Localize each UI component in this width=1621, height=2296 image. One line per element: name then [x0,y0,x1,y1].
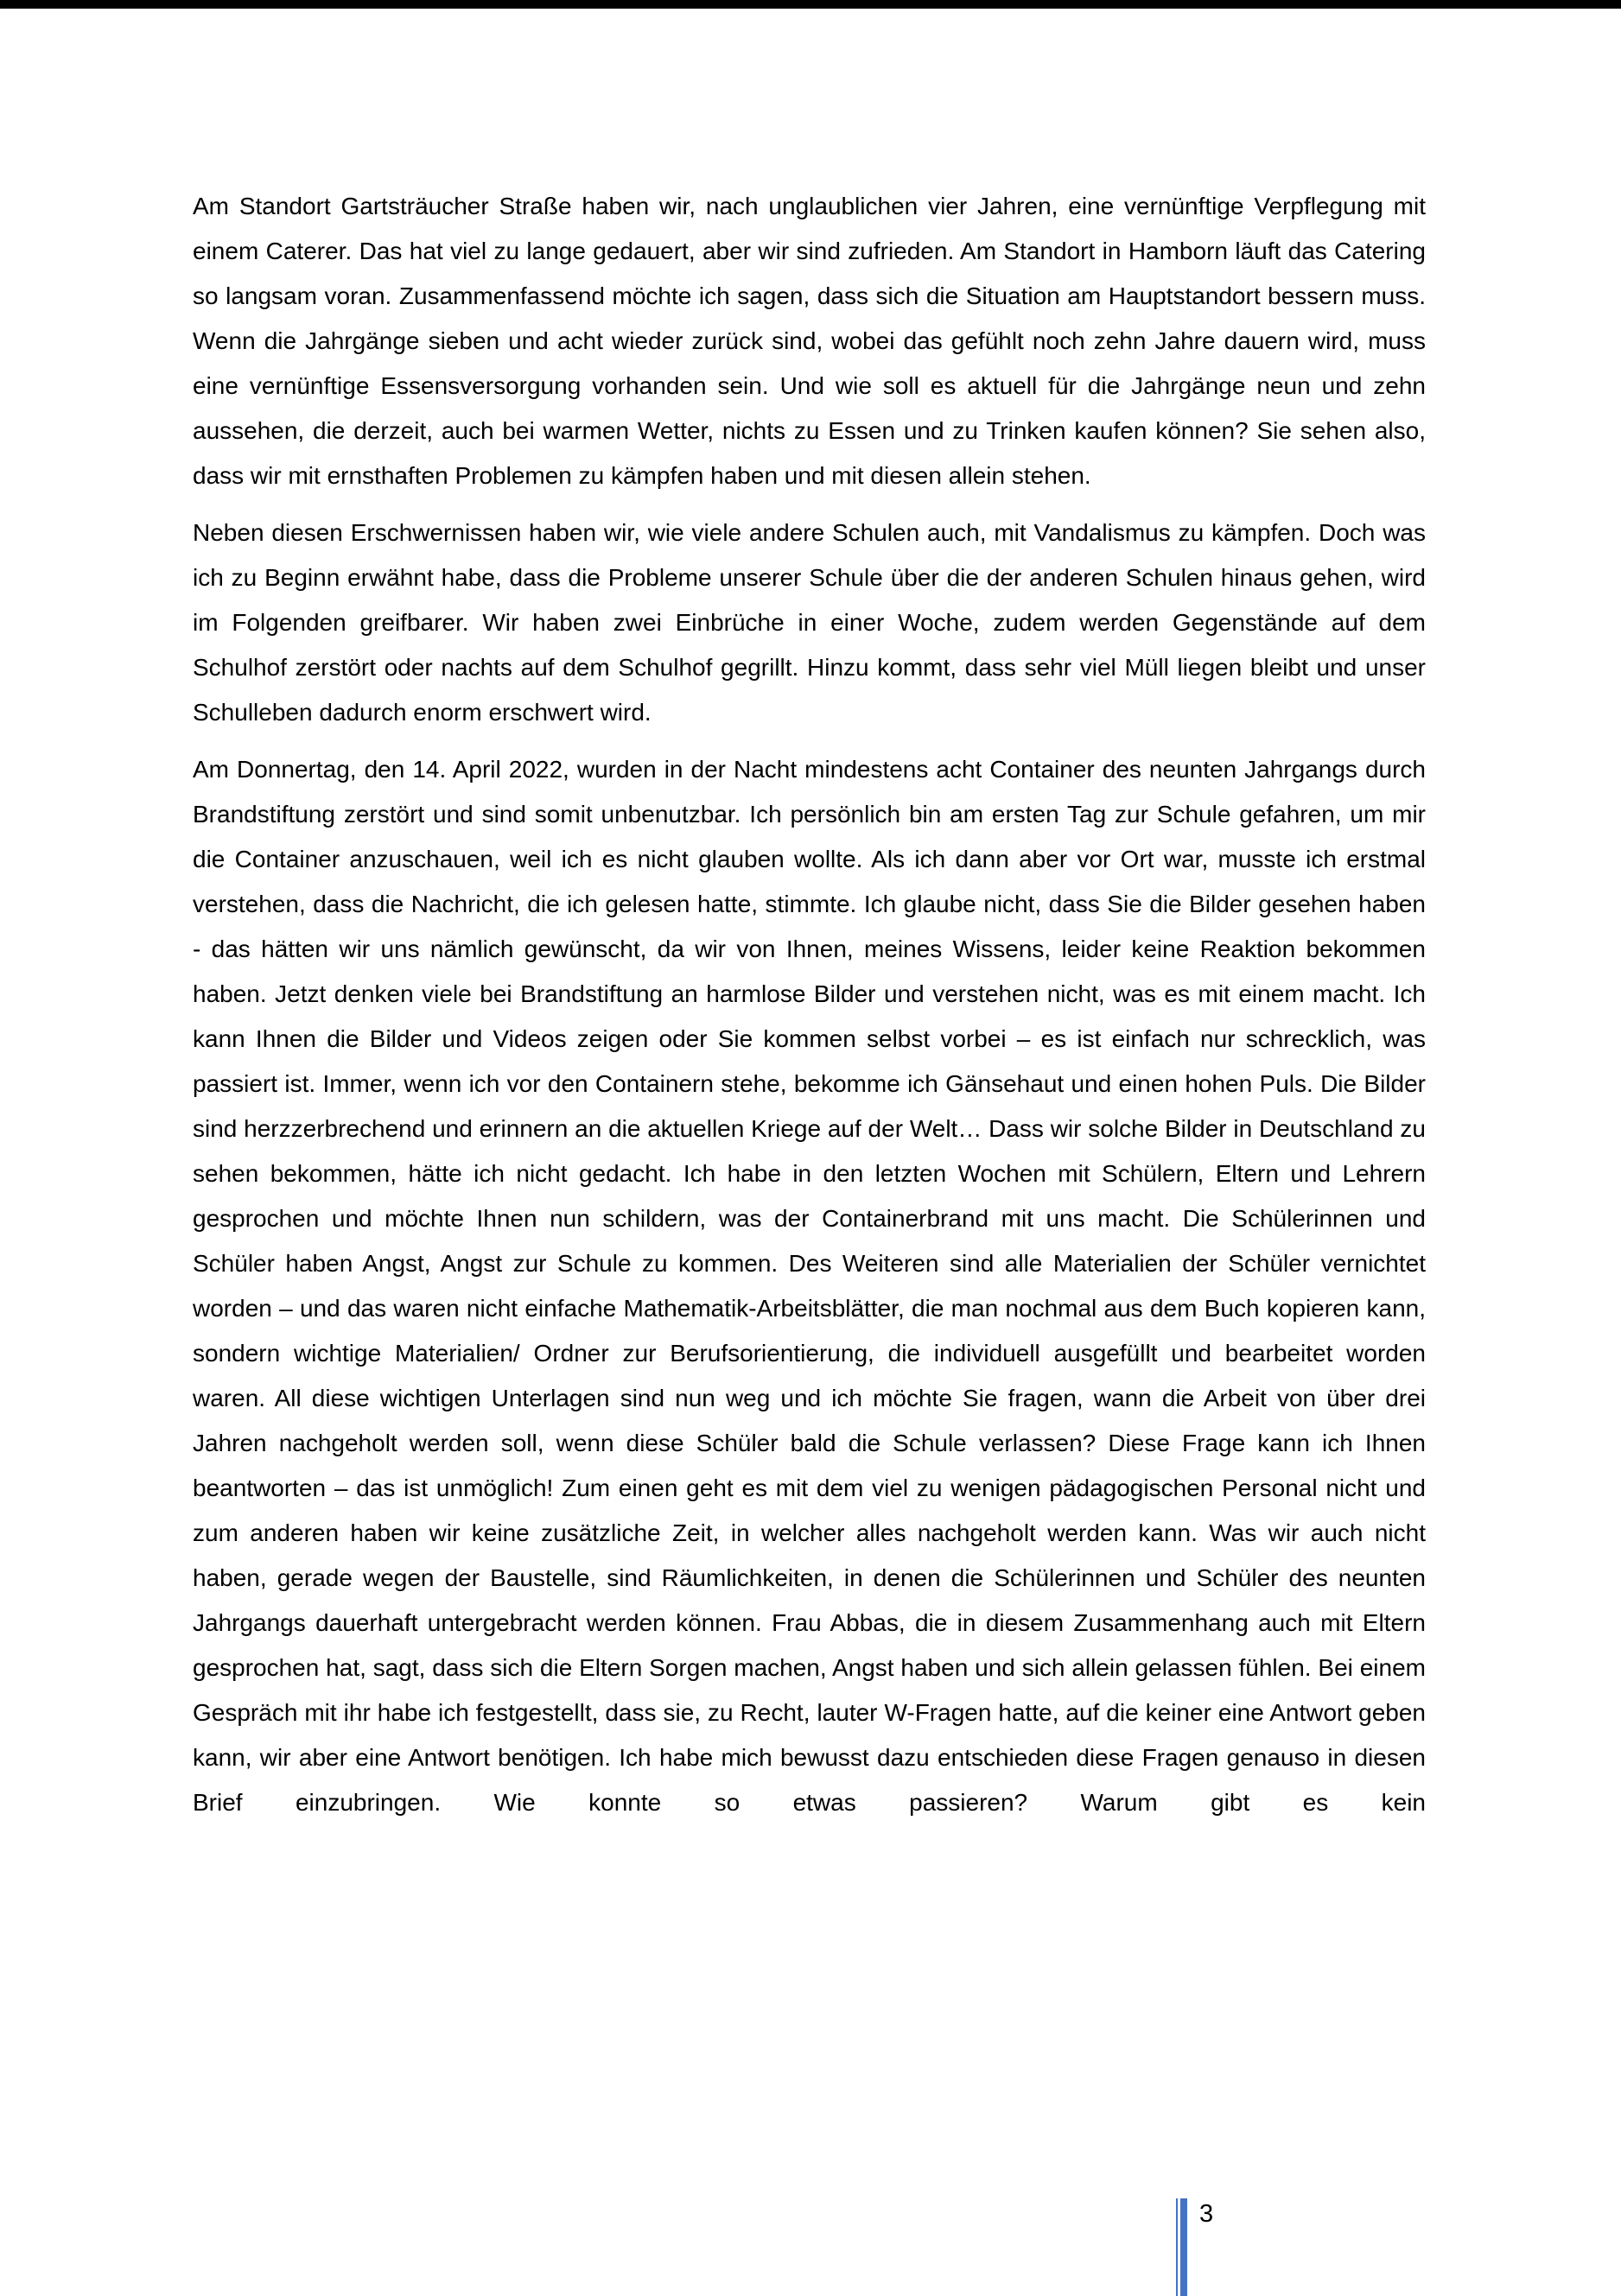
footer-accent-bar [1180,2198,1187,2296]
letter-body [193,184,1426,1825]
paragraph-vandalismus: Neben diesen Erschwernissen haben wir, wie viele andere Schulen auch, mit Vandalismus zu kämpfen. Doch was ich zu Beginn erwähnt habe, dass die Probleme unserer Schule über die der anderen Schulen hinaus gehen, wird im Folgenden greifbarer. Wir haben zwei Einbrüche in einer Woche, zudem werden Gegenstände auf dem Schulhof zerstört oder nachts auf dem Schulhof gegrillt. Hinzu kommt, dass sehr viel Müll liegen bleibt und unser Schulleben dadurch enorm erschwert wird. [193,519,1426,726]
page-footer [1176,2198,1213,2296]
paragraph-containerbrand: Am Donnertag, den 14. April 2022, wurden in der Nacht mindestens acht Container des neunten Jahrgangs durch Brandstiftung zerstört und sind somit unbenutzbar. Ich persönlich bin am ersten Tag zur Schule gefahren, um mir die Container anzuschauen, weil ich es nicht glauben wollte. Als ich dann aber vor Ort war, musste ich erstmal verstehen, dass die Nachricht, die ich gelesen hatte, stimmte. Ich glaube nicht, dass Sie die Bilder gesehen haben - das hätten wir uns nämlich gewünscht, da wir von Ihnen, meines Wissens, leider keine Reaktion bekommen haben. Jetzt denken viele bei Brandstiftung an harmlose Bilder und verstehen nicht, was es mit einem macht. Ich kann Ihnen die Bilder und Videos zeigen oder Sie kommen selbst vorbei – es ist einfach nur schrecklich, was passiert ist. Immer, wenn ich vor den Containern stehe, bekomme ich Gänsehaut und einen hohen Puls. Die Bilder sind herzzerbrechend und erinnern an die aktuellen Kriege auf der Welt… Dass wir solche Bilder in Deutschland zu sehen bekommen, hätte ich nicht gedacht. Ich habe in den letzten Wochen mit Schülern, Eltern und Lehrern gesprochen und möchte Ihnen nun schildern, was der Containerbrand mit uns macht. Die Schülerinnen und Schüler haben Angst, Angst zur Schule zu kommen. Des Weiteren sind alle Materialien der Schüler vernichtet worden – und das waren nicht einfache Mathematik-Arbeitsblätter, die man nochmal aus dem Buch kopieren kann, sondern wichtige Materialien/ Ordner zur Berufsorientierung, die individuell ausgefüllt und bearbeitet worden waren. All diese wichtigen Unterlagen sind nun weg und ich möchte Sie fragen, wann die Arbeit von über drei Jahren nachgeholt werden soll, wenn diese Schüler bald die Schule verlassen? Diese Frage kann ich Ihnen beantworten – das ist unmöglich! Zum einen geht es mit dem viel zu wenigen pädagogischen Personal nicht und zum anderen haben wir keine zusätzliche Zeit, in welcher alles nachgeholt werden kann. Was wir auch nicht haben, gerade wegen der Baustelle, sind Räumlichkeiten, in denen die Schülerinnen und Schüler des neunten Jahrgangs dauerhaft untergebracht werden können. Frau Abbas, die in diesem Zusammenhang auch mit Eltern gesprochen hat, sagt, dass sich die Eltern Sorgen machen, Angst haben und sich allein gelassen fühlen. Bei einem Gespräch mit ihr habe ich festgestellt, dass sie, zu Recht, lauter W-Fragen hatte, auf die keiner eine Antwort geben kann, wir aber eine Antwort benötigen. Ich habe mich bewusst dazu entschieden diese Fragen genauso in diesen Brief einzubringen. Wie konnte so etwas passieren? Warum gibt es kein [193,756,1426,1816]
paragraph-catering: Am Standort Gartsträucher Straße haben wir, nach unglaublichen vier Jahren, eine vernünftige Verpflegung mit einem Caterer. Das hat viel zu lange gedauert, aber wir sind zufrieden. Am Standort in Hamborn läuft das Catering so langsam voran. Zusammenfassend möchte ich sagen, dass sich die Situation am Hauptstandort bessern muss. Wenn die Jahrgänge sieben und acht wieder zurück sind, wobei das gefühlt noch zehn Jahre dauern wird, muss eine vernünftige Essensversorgung vorhanden sein. Und wie soll es aktuell für die Jahrgänge neun und zehn aussehen, die derzeit, auch bei warmen Wetter, nichts zu Essen und zu Trinken kaufen können? Sie sehen also, dass wir mit ernsthaften Problemen zu kämpfen haben und mit diesen allein stehen. [193,193,1426,489]
footer-accent-line [1176,2198,1178,2296]
page-number: 3 [1199,2200,1214,2228]
top-border-bar [0,0,1621,9]
